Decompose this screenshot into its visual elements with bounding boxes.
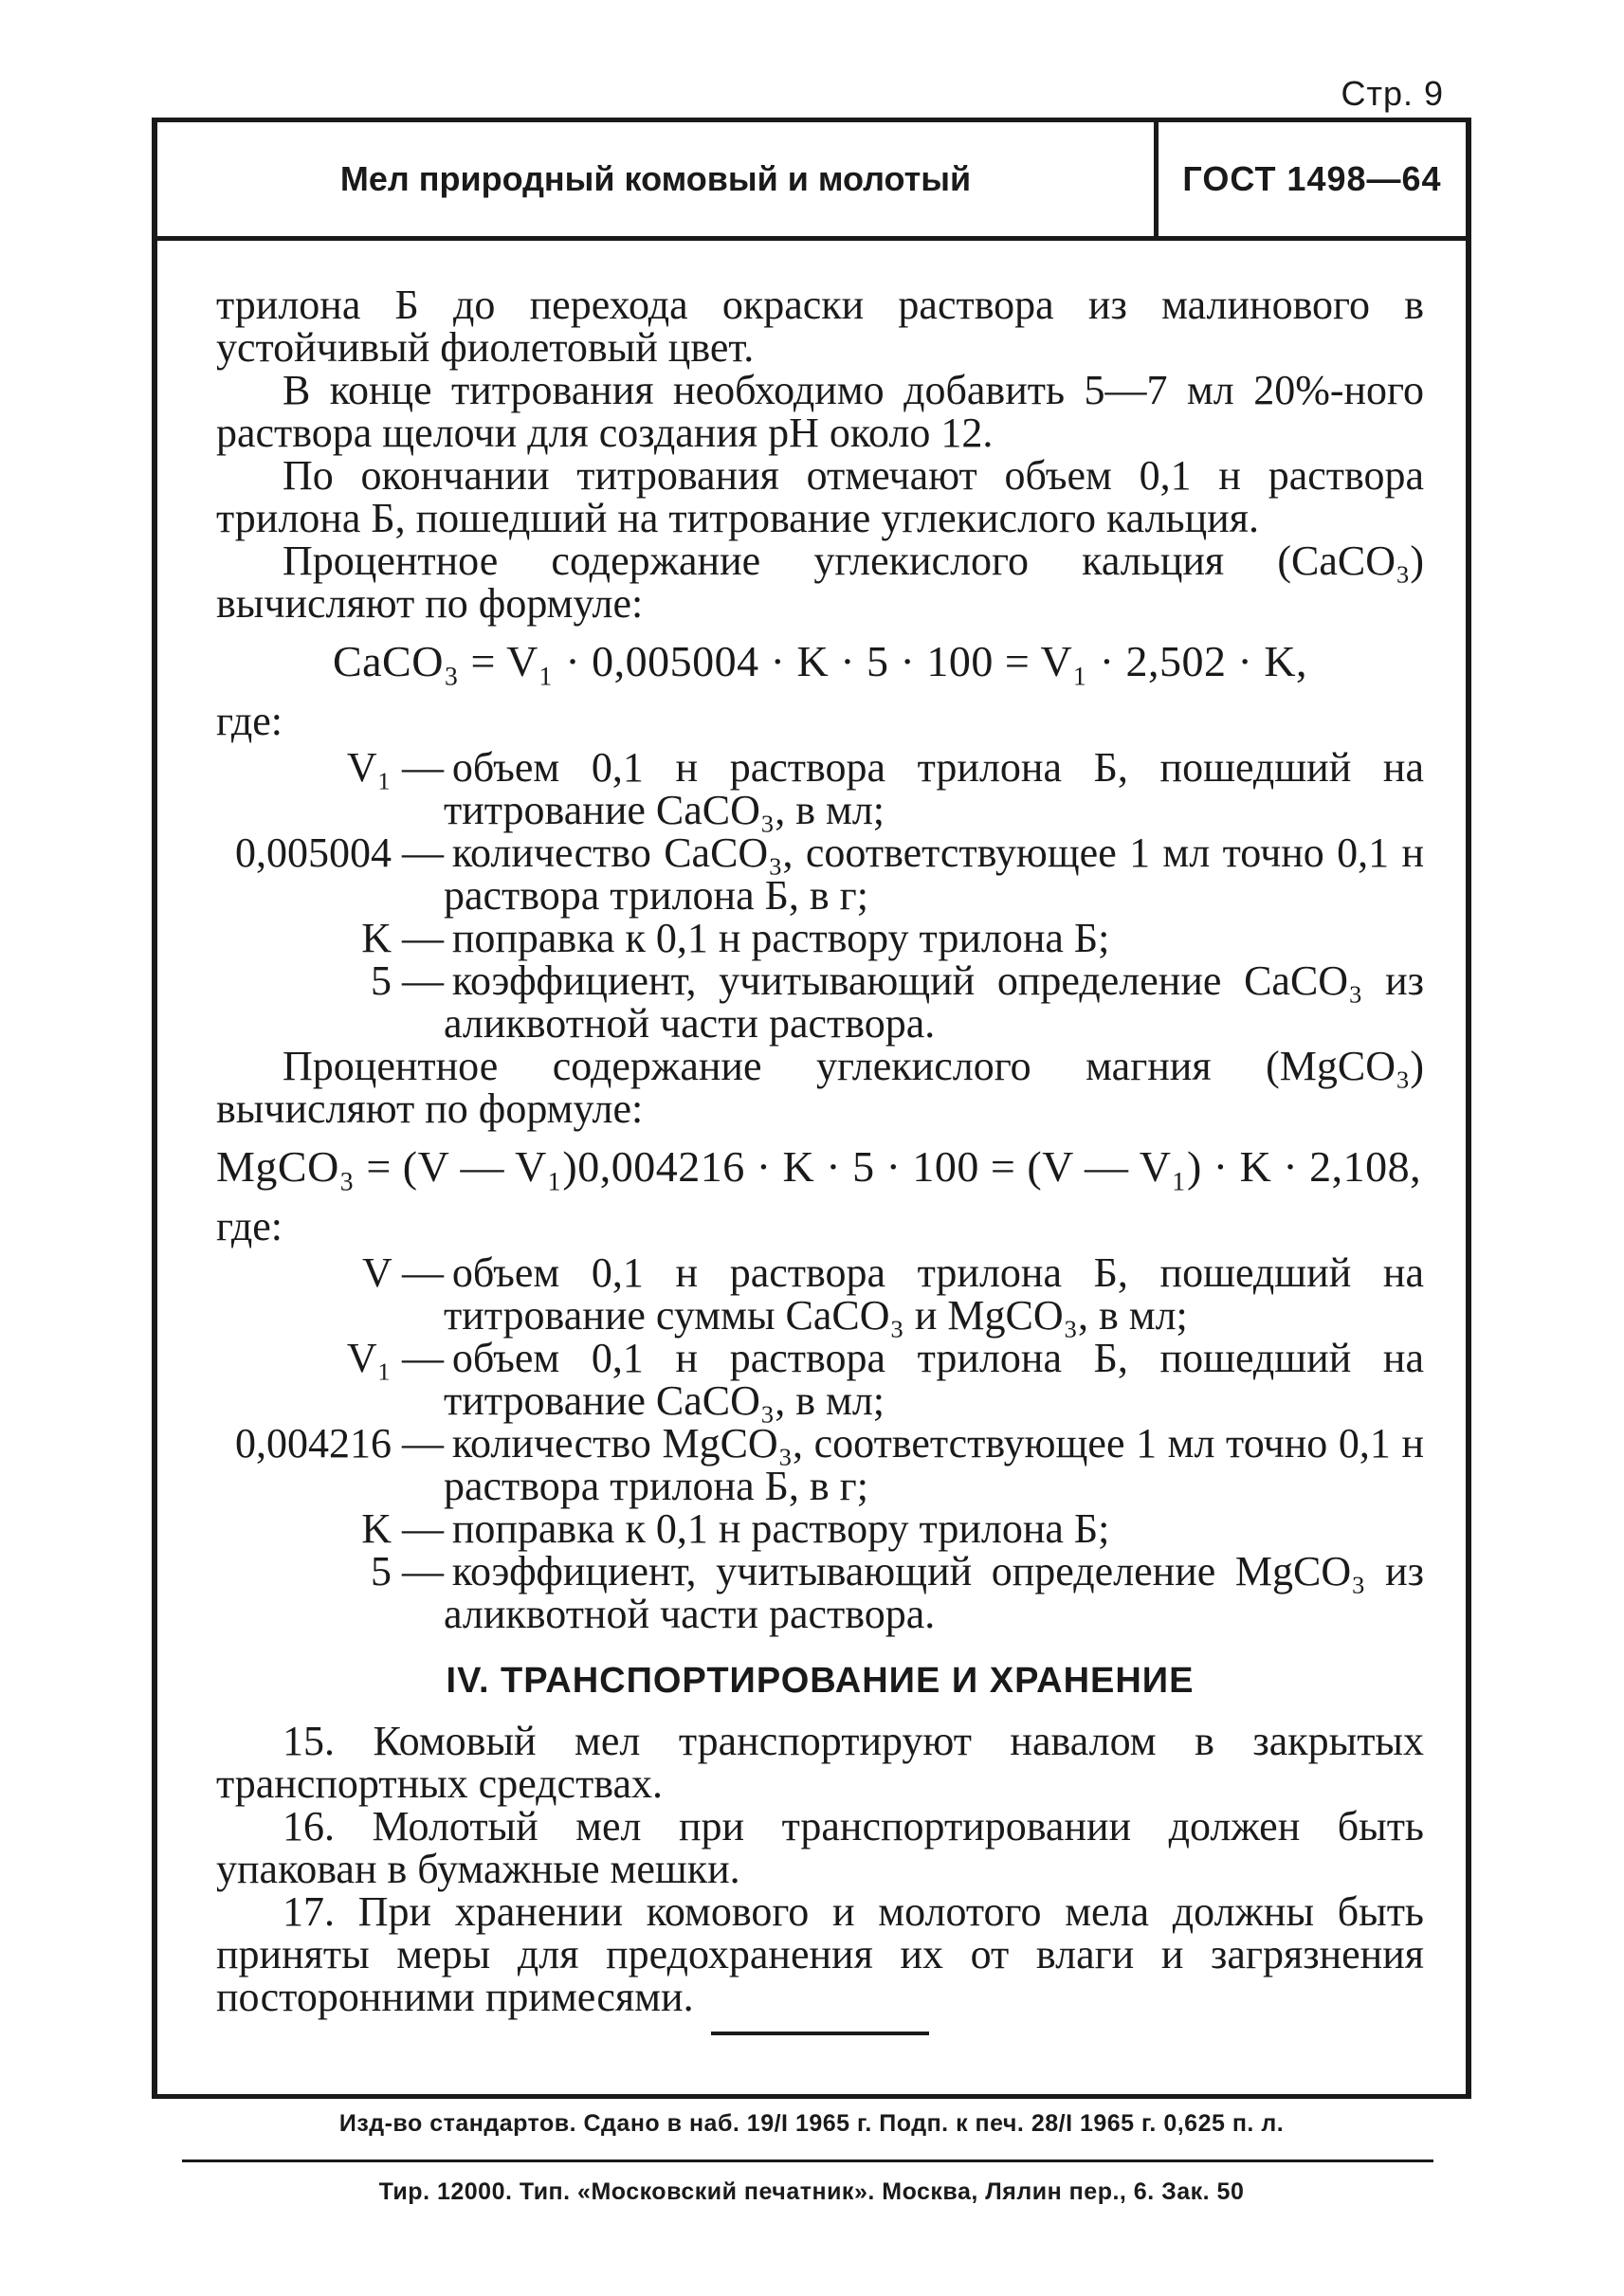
document-title: Мел природный комовый и молотый (157, 122, 1159, 236)
definition-symbol: K — (361, 915, 444, 961)
numbered-clause: 15. Комовый мел транспортируют навалом в закрытых транспортных средствах. (216, 1718, 1424, 1807)
definition-text: объем 0,1 н раствора трилона Б, пошедший на титрование суммы CaCO₃ и MgCO₃, в мл; (444, 1249, 1424, 1339)
definition-text: коэффициент, учитывающий определение MgCO₃ из аликвотной части раствора. (444, 1548, 1424, 1637)
document-header (157, 122, 1466, 241)
document-frame (152, 118, 1471, 2099)
imprint-line: Изд-во стандартов. Сдано в наб. 19/I 1965 г. Подп. к печ. 28/I 1965 г. 0,625 п. л. (338, 2110, 1285, 2137)
page-number: Стр. 9 (1341, 74, 1444, 113)
definition-item (216, 1422, 1424, 1507)
paragraph: Процентное содержание углекислого кальция (CaCO₃) вычисляют по формуле: (216, 538, 1424, 627)
definition-text: количество CaCO₃, соответствующее 1 мл точно 0,1 н раствора трилона Б, в г; (444, 829, 1424, 919)
definitions-mgco3 (216, 1251, 1424, 1635)
numbered-clause: 17. При хранении комового и молотого мела должны быть приняты меры для предохранения их от влаги и загрязнения посторонними примесями. (216, 1888, 1424, 2020)
definition-symbol: 0,005004 — (235, 829, 444, 876)
definition-text: коэффициент, учитывающий определение CaCO₃ из аликвотной части раствора. (444, 957, 1424, 1047)
where-label: где: (216, 698, 283, 744)
definition-text: количество MgCO₃, соответствующее 1 мл точно 0,1 н раствора трилона Б, в г; (444, 1420, 1424, 1509)
definition-item (216, 1550, 1424, 1635)
document-body (216, 283, 1424, 2035)
footer-divider (182, 2159, 1433, 2162)
definitions-caco3 (216, 746, 1424, 1045)
paragraph: В конце титрования необходимо добавить 5—7 мл 20%-ного раствора щелочи для создания pH около 12. (216, 367, 1424, 456)
paragraph: По окончании титрования отмечают объем 0,1 н раствора трилона Б, пошедший на титрование углекислого кальция. (216, 452, 1424, 541)
definition-symbol: V₁ — (346, 1335, 444, 1381)
paragraph: Процентное содержание углекислого магния (MgCO₃) вычисляют по формуле: (216, 1043, 1424, 1132)
definition-item (216, 1337, 1424, 1422)
definition-item (216, 746, 1424, 831)
definition-text: поправка к 0,1 н раствору трилона Б; (451, 1505, 1110, 1552)
formula-mgco3: MgCO₃ = (V — V₁)0,004216 · K · 5 · 100 = (V — V₁) · K · 2,108, (216, 1142, 1422, 1191)
numbered-clause: 16. Молотый мел при транспортировании должен быть упакован в бумажные мешки. (216, 1803, 1424, 1892)
definition-item (216, 1507, 1424, 1550)
definition-item (216, 959, 1424, 1045)
definition-symbol: V — (362, 1249, 444, 1296)
standard-code: ГОСТ 1498—64 (1182, 159, 1442, 198)
definition-item (216, 917, 1424, 959)
definition-symbol: 0,004216 — (235, 1420, 444, 1467)
definition-symbol: 5 — (371, 957, 444, 1004)
definition-symbol: K — (361, 1505, 444, 1552)
definition-item (216, 831, 1424, 917)
section-heading: IV. ТРАНСПОРТИРОВАНИЕ И ХРАНЕНИЕ (446, 1661, 1195, 1701)
definition-symbol: 5 — (371, 1548, 444, 1594)
definition-text: объем 0,1 н раствора трилона Б, пошедший на титрование CaCO₃, в мл; (444, 744, 1424, 833)
definition-item (216, 1251, 1424, 1337)
formula-caco3: CaCO₃ = V₁ · 0,005004 · K · 5 · 100 = V₁ · 2,502 · K, (332, 637, 1308, 685)
end-rule (711, 2032, 929, 2035)
where-label: где: (216, 1203, 283, 1249)
definition-text: объем 0,1 н раствора трилона Б, пошедший на титрование CaCO₃, в мл; (444, 1335, 1424, 1424)
printer-line: Тир. 12000. Тип. «Московский печатник». Москва, Лялин пер., 6. Зак. 50 (378, 2178, 1245, 2205)
definition-text: поправка к 0,1 н раствору трилона Б; (451, 915, 1110, 961)
paragraph: трилона Б до перехода окраски раствора из малинового в устойчивый фиолетовый цвет. (216, 282, 1424, 371)
definition-symbol: V₁ — (346, 744, 444, 791)
